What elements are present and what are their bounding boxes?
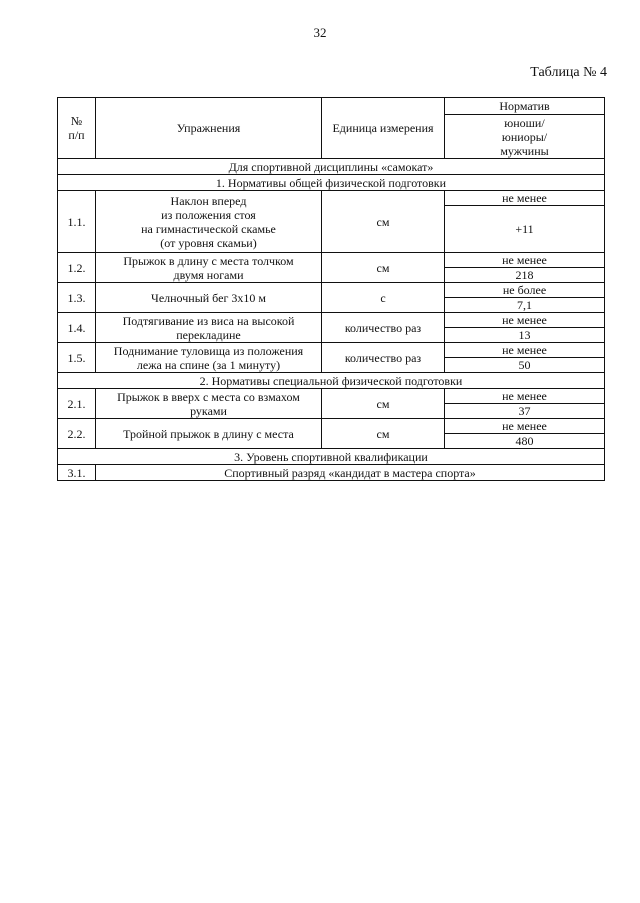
row-num: 1.5. [58,343,96,373]
row-condition: не менее [445,253,605,268]
row-unit: количество раз [322,313,445,343]
row-num: 3.1. [58,465,96,481]
norms-table [57,97,605,481]
row-exercise: Челночный бег 3х10 м [96,283,322,313]
row-unit: см [322,253,445,283]
row-num: 1.1. [58,191,96,253]
row-unit: с [322,283,445,313]
row-exercise: Поднимание туловища из положения лежа на спине (за 1 минуту) [96,343,322,373]
row-condition: не менее [445,313,605,328]
row-num: 1.3. [58,283,96,313]
row-unit: количество раз [322,343,445,373]
row-num: 1.2. [58,253,96,283]
row-unit: см [322,389,445,419]
header-group: юноши/ юниоры/ мужчины [445,115,605,159]
section-title: 2. Нормативы специальной физической подготовки [58,373,605,389]
header-num: № п/п [58,98,96,159]
header-norm: Норматив [445,98,605,115]
discipline-row: Для спортивной дисциплины «самокат» [58,159,605,175]
row-exercise: Подтягивание из виса на высокой перекладине [96,313,322,343]
section-title: 3. Уровень спортивной квалификации [58,449,605,465]
row-unit: см [322,191,445,253]
row-condition: не менее [445,389,605,404]
header-unit: Единица измерения [322,98,445,159]
row-unit: см [322,419,445,449]
table-caption: Таблица № 4 [530,65,607,80]
row-exercise: Прыжок в вверх с места со взмахом руками [96,389,322,419]
row-exercise: Прыжок в длину с места толчком двумя ногами [96,253,322,283]
section-title: 1. Нормативы общей физической подготовки [58,175,605,191]
row-value: 37 [445,404,605,419]
row-num: 2.1. [58,389,96,419]
page-number: 32 [313,25,327,40]
row-qualification-text: Спортивный разряд «кандидат в мастера спорта» [96,465,605,481]
row-num: 2.2. [58,419,96,449]
row-value: 480 [445,434,605,449]
header-exercise: Упражнения [96,98,322,159]
row-value: 50 [445,358,605,373]
row-condition: не более [445,283,605,298]
row-condition: не менее [445,191,605,206]
row-num: 1.4. [58,313,96,343]
row-condition: не менее [445,343,605,358]
row-value: 13 [445,328,605,343]
row-condition: не менее [445,419,605,434]
row-value: 218 [445,268,605,283]
row-value: 7,1 [445,298,605,313]
row-exercise: Наклон вперед из положения стоя на гимнастической скамье (от уровня скамьи) [96,191,322,253]
row-exercise: Тройной прыжок в длину с места [96,419,322,449]
row-value: +11 [445,206,605,253]
